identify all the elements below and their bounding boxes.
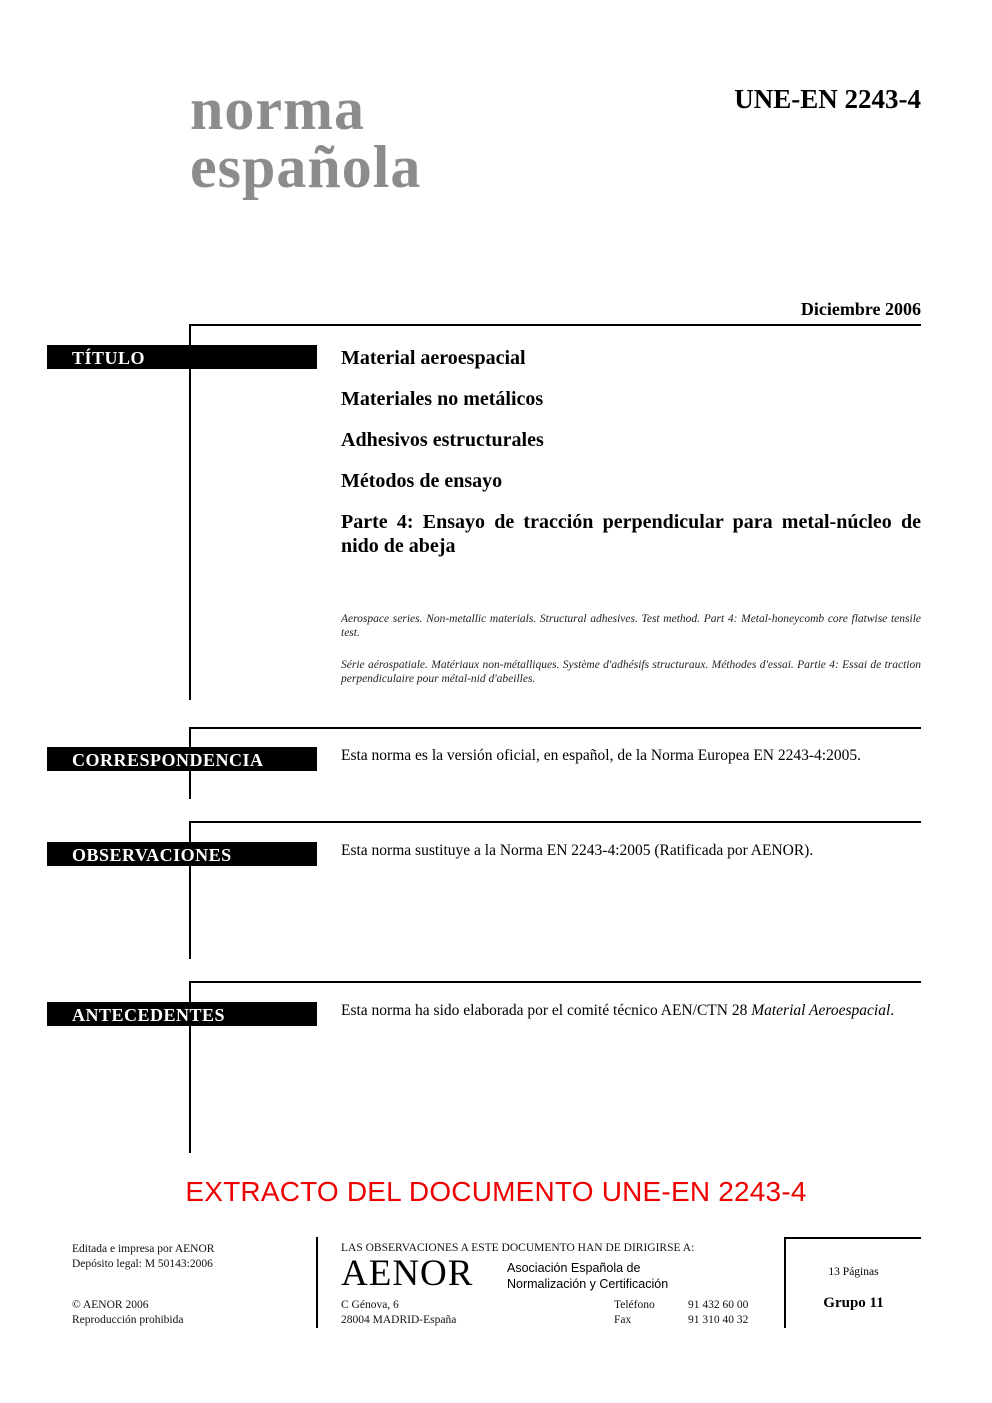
title-line-4: Métodos de ensayo: [341, 470, 503, 492]
antecedentes-label: ANTECEDENTES: [47, 1002, 317, 1026]
title-line-1: Material aeroespacial: [341, 347, 526, 369]
footer-observaciones-header: LAS OBSERVACIONES A ESTE DOCUMENTO HAN DE DIRIGIRSE A:: [341, 1242, 695, 1254]
title-line-3: Adhesivos estructurales: [341, 429, 544, 451]
title-left-rule: [189, 324, 191, 700]
footer-address-1: C Génova, 6: [341, 1299, 399, 1311]
titulo-label: TÍTULO: [47, 345, 317, 369]
correspondencia-top-rule: [189, 727, 921, 729]
title-top-rule: [189, 324, 921, 326]
extract-notice: EXTRACTO DEL DOCUMENTO UNE-EN 2243-4: [185, 1176, 807, 1207]
footer-copyright: © AENOR 2006: [72, 1299, 149, 1311]
footer-fax: 91 310 40 32: [688, 1314, 749, 1326]
footer-deposito: Depósito legal: M 50143:2006: [72, 1258, 213, 1270]
assoc-line-2: Normalización y Certificación: [507, 1277, 669, 1291]
footer-fax-label: Fax: [614, 1314, 632, 1326]
norma-word: norma: [190, 76, 365, 142]
antecedentes-top-rule: [189, 981, 921, 983]
antecedentes-text: [341, 1001, 921, 1021]
observaciones-label: OBSERVACIONES: [47, 842, 317, 866]
correspondencia-label: CORRESPONDENCIA: [47, 747, 317, 771]
antecedentes-text-suffix: .: [890, 1002, 895, 1019]
pages-box-left-rule: [784, 1237, 786, 1328]
title-line-2: Materiales no metálicos: [341, 388, 544, 410]
footer-telefono-label: Teléfono: [614, 1299, 655, 1311]
footer-telefono: 91 432 60 00: [688, 1299, 749, 1311]
observaciones-top-rule: [189, 821, 921, 823]
correspondencia-text: Esta norma es la versión oficial, en español, de la Norma Europea EN 2243-4:2005.: [341, 747, 861, 764]
pages-box-top-rule: [784, 1237, 921, 1239]
standard-code: UNE-EN 2243-4: [734, 84, 921, 114]
publication-date: Diciembre 2006: [800, 299, 921, 319]
assoc-line-1: Asociación Española de: [507, 1261, 641, 1275]
footer-divider-left: [316, 1237, 318, 1328]
title-line-5: Parte 4: Ensayo de tracción perpendicular para metal-núcleo de nido de abeja: [341, 511, 921, 557]
espanola-word: española: [190, 134, 422, 200]
footer-reproduccion: Reproducción prohibida: [72, 1314, 184, 1326]
norma-espanola-heading: [190, 76, 422, 200]
title-block: [341, 346, 921, 575]
french-title: Série aérospatiale. Matériaux non-métalliques. Système d'adhésifs structuraux. Méthodes d'essai. Partie 4: Essai de traction perpendiculaire pour métal-nid d'abeilles.: [341, 659, 921, 685]
footer-address-2: 28004 MADRID-España: [341, 1314, 457, 1326]
page-count: 13 Páginas: [828, 1266, 879, 1278]
antecedentes-committee-name: Material Aeroespacial: [751, 1002, 891, 1019]
price-group: Grupo 11: [823, 1295, 884, 1311]
aenor-association-name: [507, 1260, 668, 1292]
antecedentes-text-prefix: Esta norma ha sido elaborada por el comité técnico AEN/CTN 28: [341, 1002, 752, 1019]
aenor-logo: AENOR: [341, 1253, 474, 1294]
english-title: Aerospace series. Non-metallic materials. Structural adhesives. Test method. Part 4: Metal-honeycomb core flatwise tensile test.: [341, 613, 921, 639]
footer-edited: Editada e impresa por AENOR: [72, 1243, 215, 1255]
observaciones-text: Esta norma sustituye a la Norma EN 2243-4:2005 (Ratificada por AENOR).: [341, 842, 814, 859]
